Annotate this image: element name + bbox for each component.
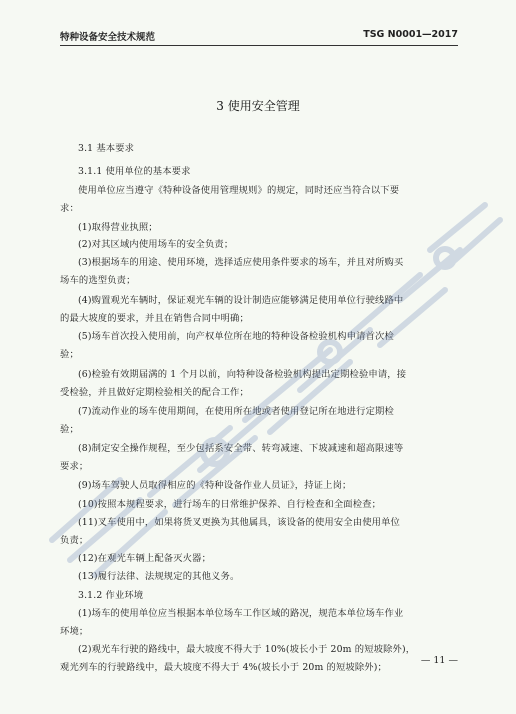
list-item-continued: 验； bbox=[60, 349, 79, 360]
header-title: 特种设备安全技术规范 bbox=[60, 32, 156, 43]
header-rule bbox=[60, 45, 458, 46]
list-item: (13)履行法律、法规规定的其他义务。 bbox=[78, 571, 240, 582]
list-item: (1)取得营业执照； bbox=[78, 222, 158, 233]
list-item: (5)场车首次投入使用前，向产权单位所在地的特种设备检验机构申请首次检 bbox=[78, 331, 394, 342]
list-item-continued: 场车的选型负责； bbox=[60, 275, 136, 286]
page-header bbox=[60, 27, 458, 43]
paragraph-line: 求： bbox=[60, 203, 79, 214]
list-item: (6)检验有效期届满的 1 个月以前，向特种设备检验机构提出定期检验申请，接 bbox=[78, 369, 407, 380]
list-item: (10)按照本规程要求，进行场车的日常维护保养、自行检查和全面检查； bbox=[78, 499, 382, 510]
section-heading: 3.1 基本要求 bbox=[78, 143, 135, 154]
list-item-continued: 负责； bbox=[60, 535, 89, 546]
subsection-heading: 3.1.1 使用单位的基本要求 bbox=[78, 166, 191, 177]
subsection-heading: 3.1.2 作业环境 bbox=[78, 590, 144, 601]
header-code: TSG N0001—2017 bbox=[363, 29, 458, 40]
list-item-continued: 验； bbox=[60, 424, 79, 435]
list-item: (2)对其区域内使用场车的安全负责； bbox=[78, 239, 234, 250]
list-item: (1)场车的使用单位应当根据本单位场车工作区域的路况，规范本单位场车作业 bbox=[78, 608, 404, 619]
list-item: (8)制定安全操作规程，至少包括系安全带、转弯减速、下坡减速和超高限速等 bbox=[78, 443, 404, 454]
chapter-title: 3 使用安全管理 bbox=[216, 99, 300, 113]
page-number: — 11 — bbox=[420, 655, 458, 666]
list-item: (4)购置观光车辆时，保证观光车辆的设计制造应能够满足使用单位行驶线路中 bbox=[78, 295, 404, 306]
list-item-continued: 要求； bbox=[60, 461, 89, 472]
list-item: (2)观光车行驶的路线中，最大坡度不得大于 10%(坡长小于 20m 的短坡除外)， bbox=[78, 644, 416, 655]
list-item-continued: 的最大坡度的要求，并且在销售合同中明确； bbox=[60, 313, 249, 324]
list-item: (3)根据场车的用途、使用环境，选择适应使用条件要求的场车，并且对所购买 bbox=[78, 257, 404, 268]
list-item: (9)场车驾驶人员取得相应的《特种设备作业人员证》，持证上岗； bbox=[78, 480, 352, 491]
list-item: (12)在观光车辆上配备灭火器； bbox=[78, 553, 212, 564]
list-item: (11)叉车使用中，如果将货叉更换为其他属具，该设备的使用安全由使用单位 bbox=[78, 517, 400, 528]
list-item-continued: 受检验，并且做好定期检验相关的配合工作； bbox=[60, 387, 249, 398]
list-item-continued: 观光列车的行驶路线中，最大坡度不得大于 4%(坡长小于 20m 的短坡除外)； bbox=[60, 662, 387, 673]
paragraph-line: 使用单位应当遵守《特种设备使用管理规则》的规定，同时还应当符合以下要 bbox=[78, 185, 400, 196]
list-item-continued: 环境； bbox=[60, 626, 89, 637]
list-item: (7)流动作业的场车使用期间，在使用所在地或者使用登记所在地进行定期检 bbox=[78, 406, 394, 417]
